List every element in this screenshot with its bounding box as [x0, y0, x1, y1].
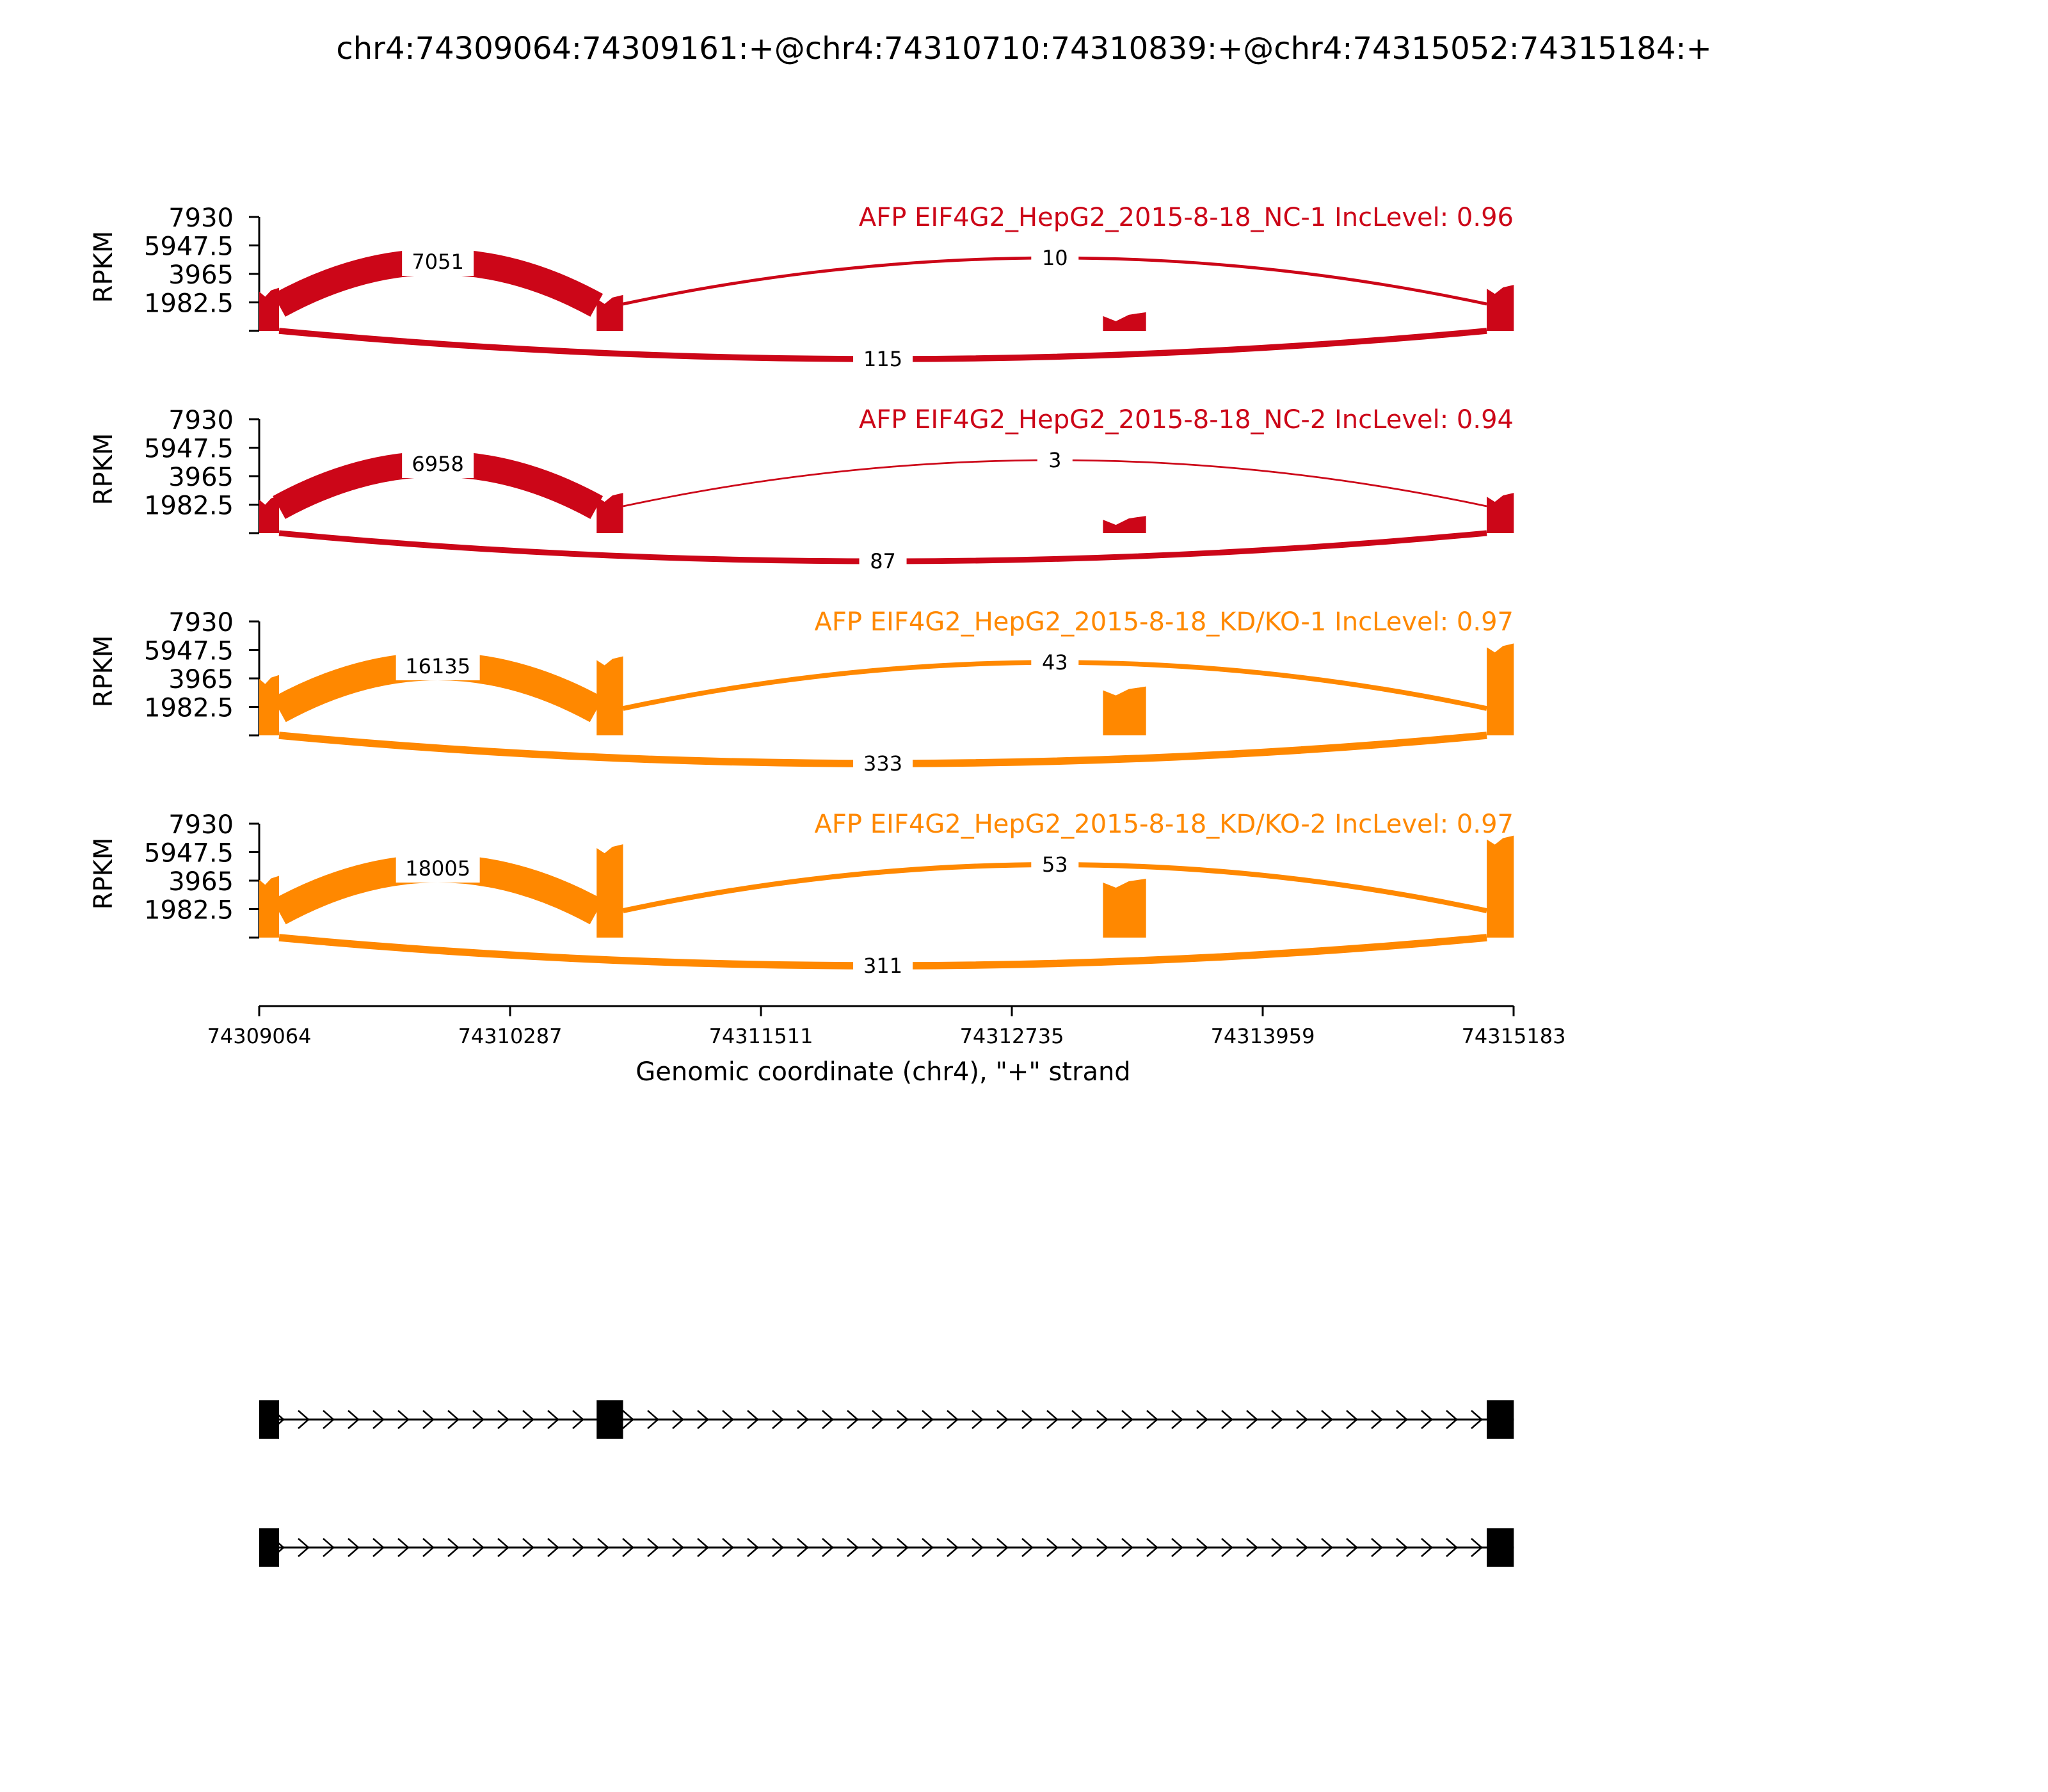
coverage-exon-4 [1487, 643, 1514, 735]
plot-title: chr4:74309064:74309161:+@chr4:74310710:74310839:+@chr4:74315052:74315184:+ [336, 31, 1712, 67]
y-axis-label: RPKM [89, 837, 118, 910]
exon-block-3 [1487, 1400, 1514, 1439]
x-axis-label: Genomic coordinate (chr4), "+" strand [636, 1057, 1131, 1087]
y-tick-label: 5947.5 [144, 838, 234, 868]
x-tick-label: 74310287 [458, 1024, 563, 1048]
y-tick-label: 7930 [168, 204, 234, 233]
x-tick-label: 74313959 [1210, 1024, 1315, 1048]
sample-title: AFP EIF4G2_HepG2_2015-8-18_KD/KO-1 IncLevel: 0.97 [814, 607, 1514, 637]
y-tick-label: 1982.5 [144, 289, 234, 319]
junction-count: 43 [1041, 650, 1068, 675]
y-axis-label: RPKM [89, 635, 118, 708]
coverage-exon-4 [1487, 836, 1514, 938]
coverage-exon-1 [259, 876, 279, 938]
sample-title: AFP EIF4G2_HepG2_2015-8-18_NC-2 IncLevel: 0.94 [858, 405, 1514, 435]
exon-block-2 [596, 1400, 623, 1439]
sample-title: AFP EIF4G2_HepG2_2015-8-18_KD/KO-2 IncLevel: 0.97 [814, 810, 1514, 839]
junction-count: 16135 [405, 654, 471, 678]
junction-count: 7051 [412, 250, 464, 274]
y-tick-label: 3965 [168, 463, 234, 492]
y-tick-label: 7930 [168, 608, 234, 637]
exon-block-1 [259, 1528, 279, 1567]
gene-model [259, 1400, 1514, 1567]
junction-count: 87 [870, 549, 896, 573]
x-tick-label: 74312735 [959, 1024, 1064, 1048]
x-tick-label: 74315183 [1461, 1024, 1566, 1048]
y-tick-label: 1982.5 [144, 491, 234, 521]
panel-1 [89, 203, 1514, 373]
coverage-exon-4 [1487, 285, 1514, 331]
y-tick-label: 1982.5 [144, 895, 234, 925]
y-tick-label: 7930 [168, 810, 234, 840]
junction-count: 10 [1041, 246, 1068, 270]
x-tick-label: 74311511 [708, 1024, 813, 1048]
junction-count: 115 [863, 347, 903, 371]
coverage-exon-2 [596, 844, 623, 938]
junction-count: 311 [863, 954, 903, 978]
junction-count: 6958 [412, 452, 464, 476]
coverage-exon-3 [1103, 312, 1146, 331]
coverage-exon-1 [259, 675, 279, 735]
coverage-exon-3 [1103, 879, 1146, 938]
y-tick-label: 5947.5 [144, 232, 234, 262]
y-tick-label: 1982.5 [144, 693, 234, 723]
junction-count: 333 [863, 751, 903, 776]
y-axis-label: RPKM [89, 433, 118, 506]
junction-count: 18005 [405, 856, 471, 881]
junction-count: 3 [1048, 448, 1062, 472]
exon-block-2 [1487, 1528, 1514, 1567]
panel-4 [89, 810, 1514, 980]
y-tick-label: 3965 [168, 867, 234, 897]
isoform-2 [259, 1528, 1514, 1567]
y-tick-label: 5947.5 [144, 636, 234, 666]
sample-title: AFP EIF4G2_HepG2_2015-8-18_NC-1 IncLevel: 0.96 [858, 203, 1514, 232]
coverage-exon-2 [596, 295, 623, 331]
coverage-exon-4 [1487, 493, 1514, 533]
coverage-panels [89, 203, 1514, 980]
coverage-exon-2 [596, 657, 623, 735]
y-tick-label: 3965 [168, 260, 234, 290]
y-tick-label: 3965 [168, 665, 234, 694]
coverage-exon-3 [1103, 687, 1146, 735]
panel-2 [89, 405, 1514, 575]
y-tick-label: 5947.5 [144, 434, 234, 464]
junction-count: 53 [1041, 852, 1068, 877]
y-axis-label: RPKM [89, 230, 118, 303]
exon-block-1 [259, 1400, 279, 1439]
isoform-1 [259, 1400, 1514, 1439]
panel-3 [89, 607, 1514, 778]
x-axis [207, 1006, 1566, 1048]
x-tick-label: 74309064 [207, 1024, 312, 1048]
y-tick-label: 7930 [168, 406, 234, 435]
coverage-exon-3 [1103, 516, 1146, 533]
